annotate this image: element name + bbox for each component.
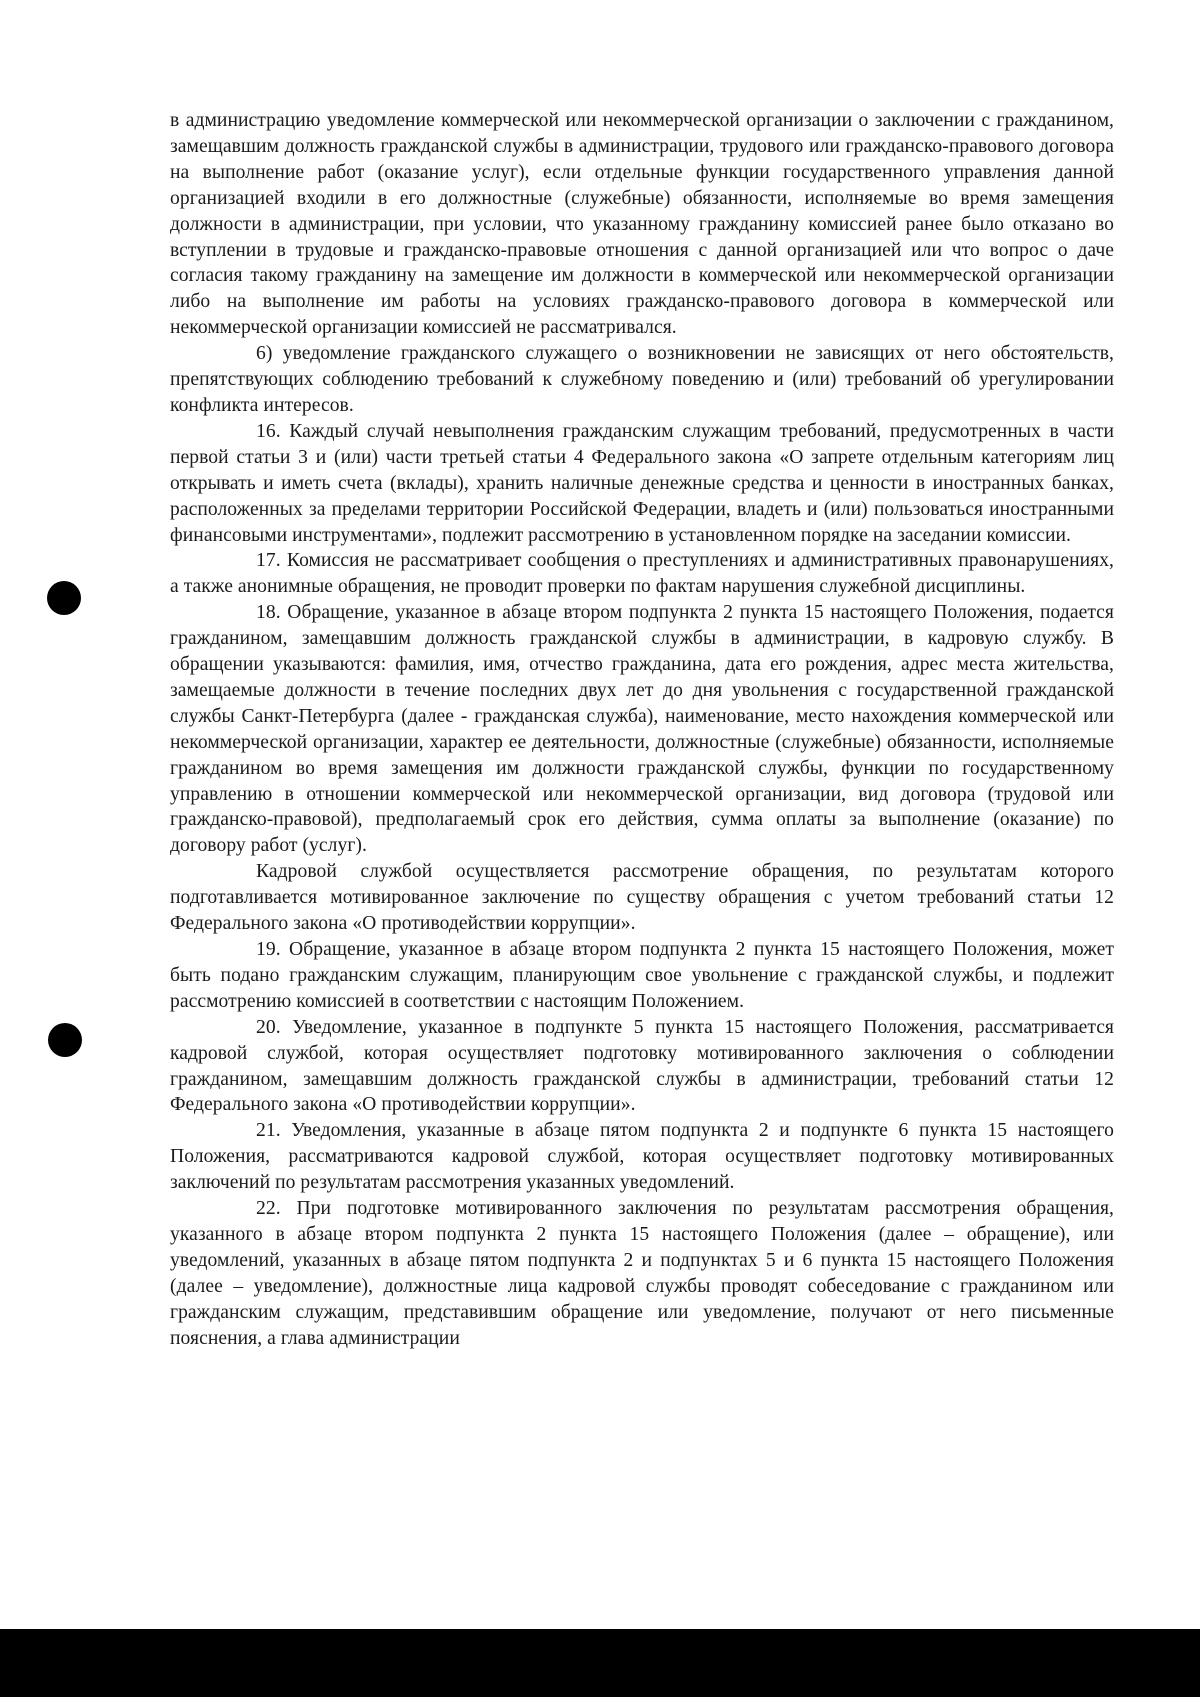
paragraph-18-continuation: Кадровой службой осуществляется рассмотрение обращения, по результатам которого подготавливается мотивированное заключение по существу обращения с учетом требований статьи 12 Федерального закона «О противодействии коррупции». [170, 861, 1114, 935]
paragraph-21: 21. Уведомления, указанные в абзаце пятом подпункта 2 и подпункте 6 пункта 15 настоящего Положения, рассматриваются кадровой службой, которая осуществляет подготовку мотивированных заключений по результатам рассмотрения указанных уведомлений. [170, 1120, 1114, 1194]
paragraph-22: 22. При подготовке мотивированного заключения по результатам рассмотрения обращения, указанного в абзаце втором подпункта 2 пункта 15 настоящего Положения (далее – обращение), или уведомлений, указанных в абзаце пятом подпункта 2 и подпунктах 5 и 6 пункта 15 настоящего Положения (далее – уведомление), должностные лица кадровой службы проводят собеседование с гражданином или гражданским служащим, представившим обращение или уведомление, получают от него письменные пояснения, а глава администрации [170, 1198, 1114, 1349]
punch-hole-bottom [48, 1023, 82, 1057]
paragraph-18: 18. Обращение, указанное в абзаце втором подпункта 2 пункта 15 настоящего Положения, подается гражданином, замещавшим должность гражданской службы в администрации, в кадровую службу. В обращении указываются: фамилия, имя, отчество гражданина, дата его рождения, адрес места жительства, замещаемые должности в течение последних двух лет до дня увольнения с государственной гражданской службы Санкт-Петербурга (далее - гражданская служба), наименование, место нахождения коммерческой или некоммерческой организации, характер ее деятельности, должностные (служебные) обязанности, исполняемые гражданином во время замещения им должности гражданской службы, функции по государственному управлению в отношении коммерческой или некоммерческой организации, вид договора (трудовой или гражданско-правовой), предполагаемый срок его действия, сумма оплаты за выполнение (оказание) по договору работ (услуг). [170, 602, 1114, 857]
paragraph-20: 20. Уведомление, указанное в подпункте 5 пункта 15 настоящего Положения, рассматривается кадровой службой, которая осуществляет подготовку мотивированного заключения о соблюдении гражданином, замещавшим должность гражданской службы в администрации, требований статьи 12 Федерального закона «О противодействии коррупции». [170, 1016, 1114, 1116]
scan-bottom-edge [0, 1629, 1200, 1697]
paragraph-17: 17. Комиссия не рассматривает сообщения о преступлениях и административных правонарушениях, а также анонимные обращения, не проводит проверки по фактам нарушения служебной дисциплины. [170, 550, 1114, 598]
paragraph-continuation: в администрацию уведомление коммерческой или некоммерческой организации о заключении с гражданином, замещавшим должность гражданской службы в администрации, трудового или гражданско-правового договора на выполнение работ (оказание услуг), если отдельные функции государственного управления данной организацией входили в его должностные (служебные) обязанности, исполняемые во время замещения должности в администрации, при условии, что указанному гражданину комиссией ранее было отказано во вступлении в трудовые и гражданско-правовые отношения с данной организацией или что вопрос о даче согласия такому гражданину на замещение им должности в коммерческой или некоммерческой организации либо на выполнение им работы на условиях гражданско-правового договора в коммерческой или некоммерческой организации комиссией не рассматривался. [170, 110, 1114, 339]
paragraph-16: 16. Каждый случай невыполнения гражданским служащим требований, предусмотренных в части первой статьи 3 и (или) части третьей статьи 4 Федерального закона «О запрете отдельным категориям лиц открывать и иметь счета (вклады), хранить наличные денежные средства и ценности в иностранных банках, расположенных за пределами территории Российской Федерации, владеть и (или) пользоваться иностранными финансовыми инструментами», подлежит рассмотрению в установленном порядке на заседании комиссии. [170, 420, 1114, 546]
punch-hole-top [47, 581, 81, 615]
paragraph-19: 19. Обращение, указанное в абзаце втором подпункта 2 пункта 15 настоящего Положения, может быть подано гражданским служащим, планирующим свое увольнение с гражданской службы, и подлежит рассмотрению комиссией в соответствии с настоящим Положением. [170, 939, 1114, 1012]
paragraph-item-6: 6) уведомление гражданского служащего о возникновении не зависящих от него обстоятельств, препятствующих соблюдению требований к служебному поведению и (или) требований об урегулировании конфликта интересов. [170, 343, 1114, 416]
document-body [170, 108, 1114, 1352]
